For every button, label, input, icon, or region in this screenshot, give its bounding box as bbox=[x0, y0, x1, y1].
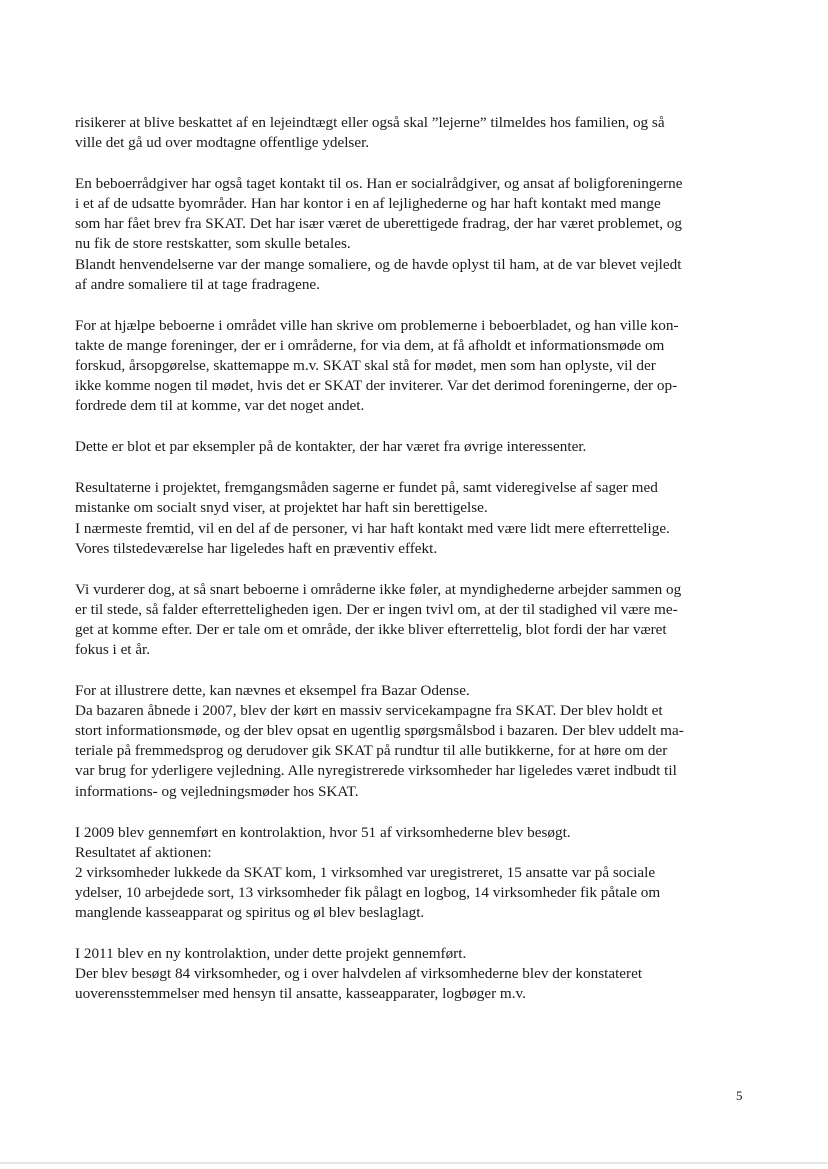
text-line: Der blev besøgt 84 virksomheder, og i over halvdelen af virksomhederne blev der konstateret bbox=[75, 965, 643, 983]
text-line: ikke komme nogen til mødet, hvis det er SKAT der inviterer. Var det derimod foreningerne, der op- bbox=[75, 377, 678, 395]
body-text bbox=[75, 113, 755, 1025]
text-line: uoverensstemmelser med hensyn til ansatte, kasseapparater, logbøger m.v. bbox=[75, 985, 526, 1003]
text-line: som har fået brev fra SKAT. Det har især været de uberettigede fradrag, der har været problemet, og bbox=[75, 215, 682, 233]
bottom-rule bbox=[0, 1162, 828, 1164]
paragraph bbox=[75, 681, 755, 802]
paragraph bbox=[75, 174, 755, 295]
text-line: risikerer at blive beskattet af en lejeindtægt eller også skal ”lejerne” tilmeldes hos familien, og så bbox=[75, 114, 665, 131]
text-line: Dette er blot et par eksempler på de kontakter, der har været fra øvrige interessenter. bbox=[75, 438, 587, 456]
text-line: Vi vurderer dog, at så snart beboerne i områderne ikke føler, at myndighederne arbejder sammen og bbox=[75, 580, 682, 598]
text-line: get at komme efter. Der er tale om et område, der ikke bliver efterrettelig, blot fordi der har været bbox=[75, 620, 667, 638]
text-line: takte de mange foreninger, der er i områderne, for via dem, at få afholdt et informationsmøde om bbox=[75, 336, 665, 354]
text-line: Vores tilstedeværelse har ligeledes haft en præventiv effekt. bbox=[75, 539, 438, 557]
text-line: 2 virksomheder lukkede da SKAT kom, 1 virksomhed var uregistreret, 15 ansatte var på sociale bbox=[75, 863, 656, 881]
text-line: fokus i et år. bbox=[75, 640, 151, 658]
text-line: fordrede dem til at komme, var det noget andet. bbox=[75, 397, 365, 415]
text-line: I 2011 blev en ny kontrolaktion, under dette projekt gennemført. bbox=[75, 945, 467, 963]
text-line: Resultaterne i projektet, fremgangsmåden sagerne er fundet på, samt videregivelse af sager med bbox=[75, 479, 658, 497]
paragraph bbox=[75, 113, 755, 153]
text-line: Resultatet af aktionen: bbox=[75, 843, 212, 861]
paragraph bbox=[75, 580, 755, 660]
page-number: 5 bbox=[736, 1088, 743, 1103]
text-line: manglende kasseapparat og spiritus og øl blev beslaglagt. bbox=[75, 904, 425, 921]
text-line: I nærmeste fremtid, vil en del af de personer, vi har haft kontakt med være lidt mere efterrettelige. bbox=[75, 519, 670, 537]
text-line: informations- og vejledningsmøder hos SKAT. bbox=[75, 782, 359, 800]
text-line: stort informationsmøde, og der blev opsat en ugentlig spørgsmålsbod i bazaren. Der blev uddelt ma- bbox=[75, 722, 684, 740]
text-line: En beboerrådgiver har også taget kontakt til os. Han er socialrådgiver, og ansat af boligforeningerne bbox=[75, 175, 683, 193]
text-line: I 2009 blev gennemført en kontrolaktion, hvor 51 af virksomhederne blev besøgt. bbox=[75, 823, 571, 841]
paragraph bbox=[75, 478, 755, 558]
text-line: Blandt henvendelserne var der mange somaliere, og de havde oplyst til ham, at de var blevet vejledt bbox=[75, 255, 682, 273]
paragraph bbox=[75, 437, 755, 457]
text-line: For at hjælpe beboerne i området ville han skrive om problemerne i beboerbladet, og han ville kon- bbox=[75, 316, 679, 334]
text-line: forskud, årsopgørelse, skattemappe m.v. SKAT skal stå for mødet, men som han oplyste, vil der bbox=[75, 356, 656, 374]
text-line: var brug for yderligere vejledning. Alle nyregistrerede virksomheder har ligeledes været indbudt til bbox=[75, 762, 677, 780]
text-line: teriale på fremmedsprog og derudover gik SKAT på rundtur til alle butikkerne, for at høre om der bbox=[75, 742, 668, 760]
text-line: ville det gå ud over modtagne offentlige ydelser. bbox=[75, 134, 370, 152]
text-line: mistanke om socialt snyd viser, at projektet har haft sin berettigelse. bbox=[75, 499, 488, 517]
text-line: i et af de udsatte byområder. Han har kontor i en af lejlighederne og har haft kontakt med mange bbox=[75, 195, 661, 213]
text-line: ydelser, 10 arbejdede sort, 13 virksomheder fik pålagt en logbog, 14 virksomheder fik påtale om bbox=[75, 883, 661, 901]
text-line: er til stede, så falder efterretteligheden igen. Der er ingen tvivl om, at der til stadighed vil være me- bbox=[75, 600, 678, 618]
text-line: af andre somaliere til at tage fradragene. bbox=[75, 275, 320, 293]
paragraph bbox=[75, 316, 755, 416]
text-line: Da bazaren åbnede i 2007, blev der kørt en massiv servicekampagne fra SKAT. Der blev holdt et bbox=[75, 702, 663, 720]
text-line: nu fik de store restskatter, som skulle betales. bbox=[75, 235, 351, 253]
paragraph bbox=[75, 823, 755, 923]
paragraph bbox=[75, 944, 755, 1004]
text-line: For at illustrere dette, kan nævnes et eksempel fra Bazar Odense. bbox=[75, 682, 470, 700]
